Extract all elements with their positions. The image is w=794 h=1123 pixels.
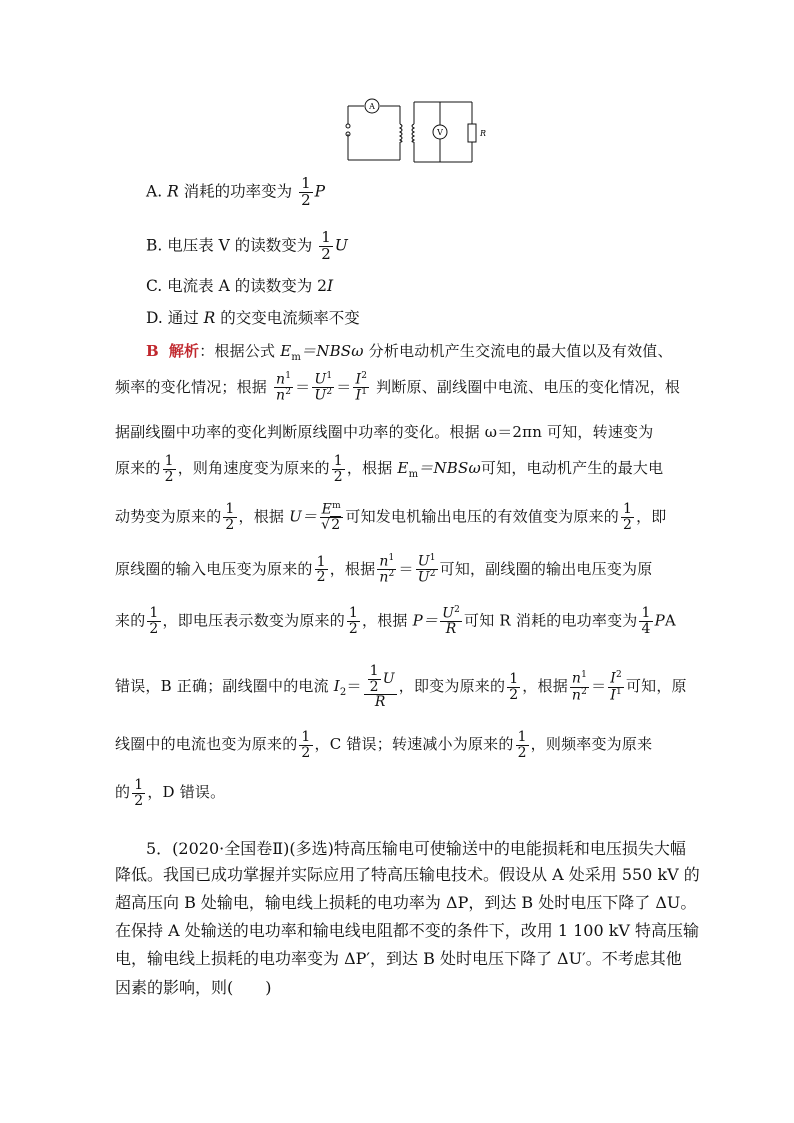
question-5-line-2: 降低。我国已成功掌握并实际应用了特高压输电技术。假设从 A 处采用 550 kV 的 [115,865,700,884]
solution-line-3: 据副线圈中功率的变化判断原线圈中功率的变化。根据 ω＝2πn 可知，转速变为 [115,423,654,441]
option-b: B. 电压表 V 的读数变为 $\frac{1}{2}$ U [146,228,348,263]
ammeter-label: A [369,102,375,111]
question-5-line-6: 因素的影响，则( ) [115,978,272,997]
option-a: A. R 消耗的功率变为 $\frac{1}{2}$ P [146,174,326,209]
question-5-line-5: 电，输电线上损耗的电功率变为 ΔP′，到达 B 处时电压下降了 ΔU′。不考虑其他 [115,949,682,968]
solution-line-6: 原线圈的输入电压变为原来的 $\frac{1}{2}$ ，根据 $\frac{n^1}{n^2}$ ＝ $\frac{U^1}{U^2}$ 可知，副线圈的输出电压变为原 [115,553,653,586]
resistor-label: R [480,129,487,138]
transformer-circuit-diagram [336,98,492,166]
solution-line-2: 频率的变化情况；根据 $\frac{n^1}{n^2}$ ＝ $\frac{U^1}{U^2}$ ＝ $\frac{I^2}{I^1}$ 判断原、副线圈中电流、电压的变化情况，根 [115,371,681,404]
solution-line-1: B 解析：根据公式 $E_m=NBS\omega$ 分析电动机产生交流电的最大值以及有效值、 [146,342,673,363]
fraction-half: $\frac{1}{2}$ [321,228,331,263]
solution-line-8: 错误，B 正确；副线圈中的电流 $I_2=$ $\frac{1}{2}$ U R ，即变为原来的 $\frac{1}{2}$ ，根据 $\frac{n^1}{n^2}$ ＝ $\frac{I^2}{I^1}$ 可知，原 [115,663,687,711]
solution-line-10: 的 $\frac{1}{2}$ ，D 错误。 [115,777,226,809]
solution-line-7: 来的 $\frac{1}{2}$ ，即电压表示数变为原来的 $\frac{1}{2}$ ，根据 P＝ $\frac{U^2}{R}$ 可知 R 消耗的电功率变为 $\frac{1}{4}$ PA [115,605,676,638]
solution-line-5: 动势变为原来的 $\frac{1}{2}$ ，根据 U＝ $\frac{E^m}{√2}$ 可知发电机输出电压的有效值变为原来的 $\frac{1}{2}$ ，即 [115,501,667,534]
analysis-label: 解析 [168,342,200,360]
question-5-line-1: 5．(2020·全国卷Ⅱ)(多选)特高压输电可使输送中的电能损耗和电压损失大幅 [146,839,686,858]
fraction-half: $\frac{1}{2}$ [301,174,311,209]
question-5-line-4: 在保持 A 处输送的电功率和输电线电阻都不变的条件下，改用 1 100 kV 特高压输 [115,921,700,940]
solution-line-4: 原来的 $\frac{1}{2}$ ，则角速度变为原来的 $\frac{1}{2}$ ，根据 $E_m=NBS\omega$可知，电动机产生的最大电 [115,453,664,485]
voltmeter-label: V [437,128,443,137]
option-d: D. 通过 R 的交变电流频率不变 [146,309,360,327]
question-5-line-3: 超高压向 B 处输电，输电线上损耗的电功率为 ΔP，到达 B 处时电压下降了 ΔU。 [115,893,697,912]
solution-line-9: 线圈中的电流也变为原来的 $\frac{1}{2}$ ，C 错误；转速减小为原来的 $\frac{1}{2}$ ，则频率变为原来 [115,729,653,761]
answer-letter: B [146,342,159,360]
option-c: C. 电流表 A 的读数变为 2I [146,277,334,295]
